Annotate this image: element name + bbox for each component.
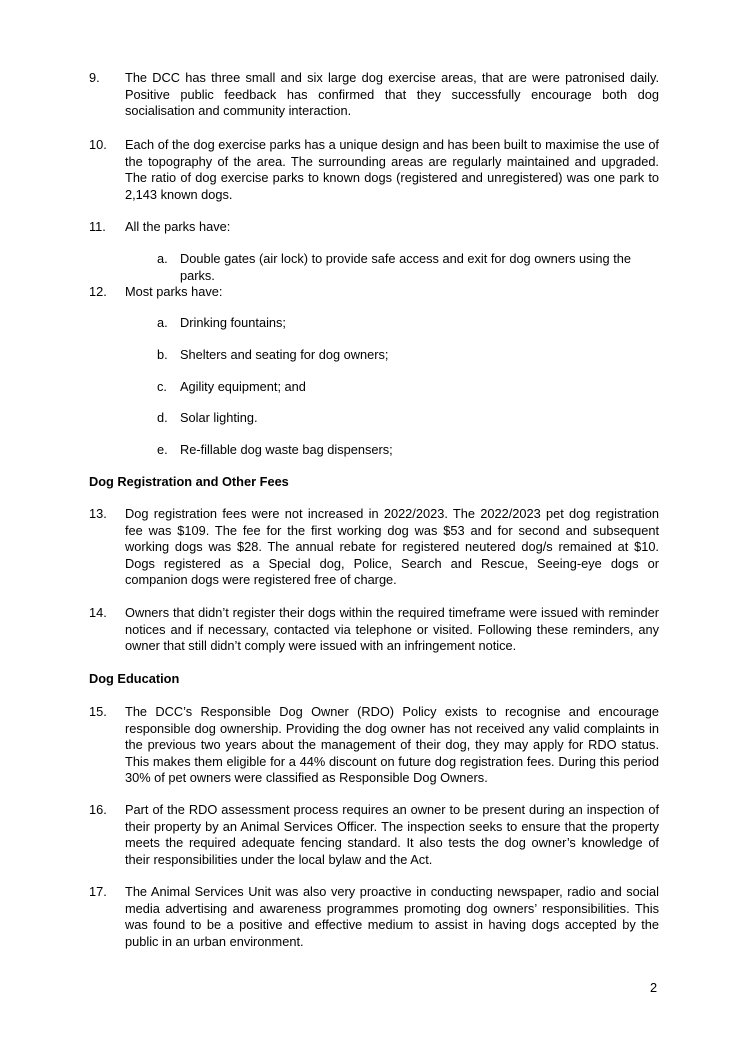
list-letter: b. [157, 347, 168, 362]
paragraph-text: Each of the dog exercise parks has a unique design and has been built to maximise the use of the topography of the area. The surrounding areas are regularly maintained and upgraded. The ratio of dog exercise parks to known dogs (registered and unregistered) was one park to 2,143 known dogs. [125, 137, 659, 202]
list-letter: c. [157, 379, 167, 394]
most-parks-item-e [157, 442, 667, 459]
paragraph-11 [89, 219, 659, 236]
paragraph-13 [89, 506, 659, 589]
list-text: Solar lighting. [180, 410, 258, 425]
paragraph-17 [89, 884, 659, 950]
list-text: Shelters and seating for dog owners; [180, 347, 389, 362]
paragraph-9 [89, 70, 659, 120]
section-heading-education: Dog Education [89, 671, 180, 686]
most-parks-item-b [157, 347, 667, 364]
paragraph-number: 16. [89, 802, 107, 817]
paragraph-text: The DCC’s Responsible Dog Owner (RDO) Policy exists to recognise and encourage responsible dog ownership. Providing the dog owner has not received any valid complaints in the previous two years about the management of their dog, they may apply for RDO status. This makes them eligible for a 44% discount on future dog registration fees. During this period 30% of pet owners were classified as Responsible Dog Owners. [125, 704, 659, 785]
paragraph-text: Most parks have: [125, 284, 223, 299]
list-text: Re-fillable dog waste bag dispensers; [180, 442, 393, 457]
list-letter: a. [157, 315, 168, 330]
list-letter: a. [157, 251, 168, 266]
most-parks-item-c [157, 379, 667, 396]
all-parks-item-a [157, 251, 667, 284]
paragraph-text: Dog registration fees were not increased in 2022/2023. The 2022/2023 pet dog registration fee was $109. The fee for the first working dog was $53 and for second and subsequent working dogs was $28. The annual rebate for registered neutered dog/s remained at $10. Dogs registered as a Special dog, Police, Search and Rescue, Seeing-eye dogs or companion dogs were registered free of charge. [125, 506, 659, 587]
page-number: 2 [650, 980, 658, 995]
paragraph-text: The DCC has three small and six large dog exercise areas, that are were patronised daily. Positive public feedback has confirmed that they successfully encourage both dog socialisation and community interaction. [125, 70, 659, 118]
paragraph-number: 15. [89, 704, 107, 719]
paragraph-number: 12. [89, 284, 107, 299]
paragraph-number: 11. [89, 219, 106, 234]
paragraph-number: 13. [89, 506, 107, 521]
list-text: Double gates (air lock) to provide safe access and exit for dog owners using the parks. [180, 251, 631, 283]
section-heading-registration: Dog Registration and Other Fees [89, 474, 289, 489]
most-parks-item-d [157, 410, 667, 427]
paragraph-number: 10. [89, 137, 107, 152]
paragraph-number: 9. [89, 70, 100, 85]
paragraph-14 [89, 605, 659, 655]
paragraph-text: Owners that didn’t register their dogs within the required timeframe were issued with reminder notices and if necessary, contacted via telephone or visited. Following these reminders, any owner that still didn’t comply were issued with an infringement notice. [125, 605, 659, 653]
list-text: Drinking fountains; [180, 315, 286, 330]
paragraph-12 [89, 284, 659, 301]
paragraph-text: All the parks have: [125, 219, 231, 234]
paragraph-text: Part of the RDO assessment process requires an owner to be present during an inspection of their property by an Animal Services Officer. The inspection seeks to ensure that the property meets the required adequate fencing standard. It also tests the dog owner’s knowledge of their responsibilities under the local bylaw and the Act. [125, 802, 659, 867]
paragraph-number: 14. [89, 605, 107, 620]
list-text: Agility equipment; and [180, 379, 306, 394]
paragraph-15 [89, 704, 659, 787]
paragraph-number: 17. [89, 884, 107, 899]
most-parks-item-a [157, 315, 667, 332]
paragraph-10 [89, 137, 659, 203]
list-letter: d. [157, 410, 168, 425]
paragraph-16 [89, 802, 659, 868]
list-letter: e. [157, 442, 168, 457]
paragraph-text: The Animal Services Unit was also very proactive in conducting newspaper, radio and social media advertising and awareness programmes promoting dog owners’ responsibilities. This was found to be a positive and effective medium to assist in having dogs accepted by the public in an urban environment. [125, 884, 659, 949]
